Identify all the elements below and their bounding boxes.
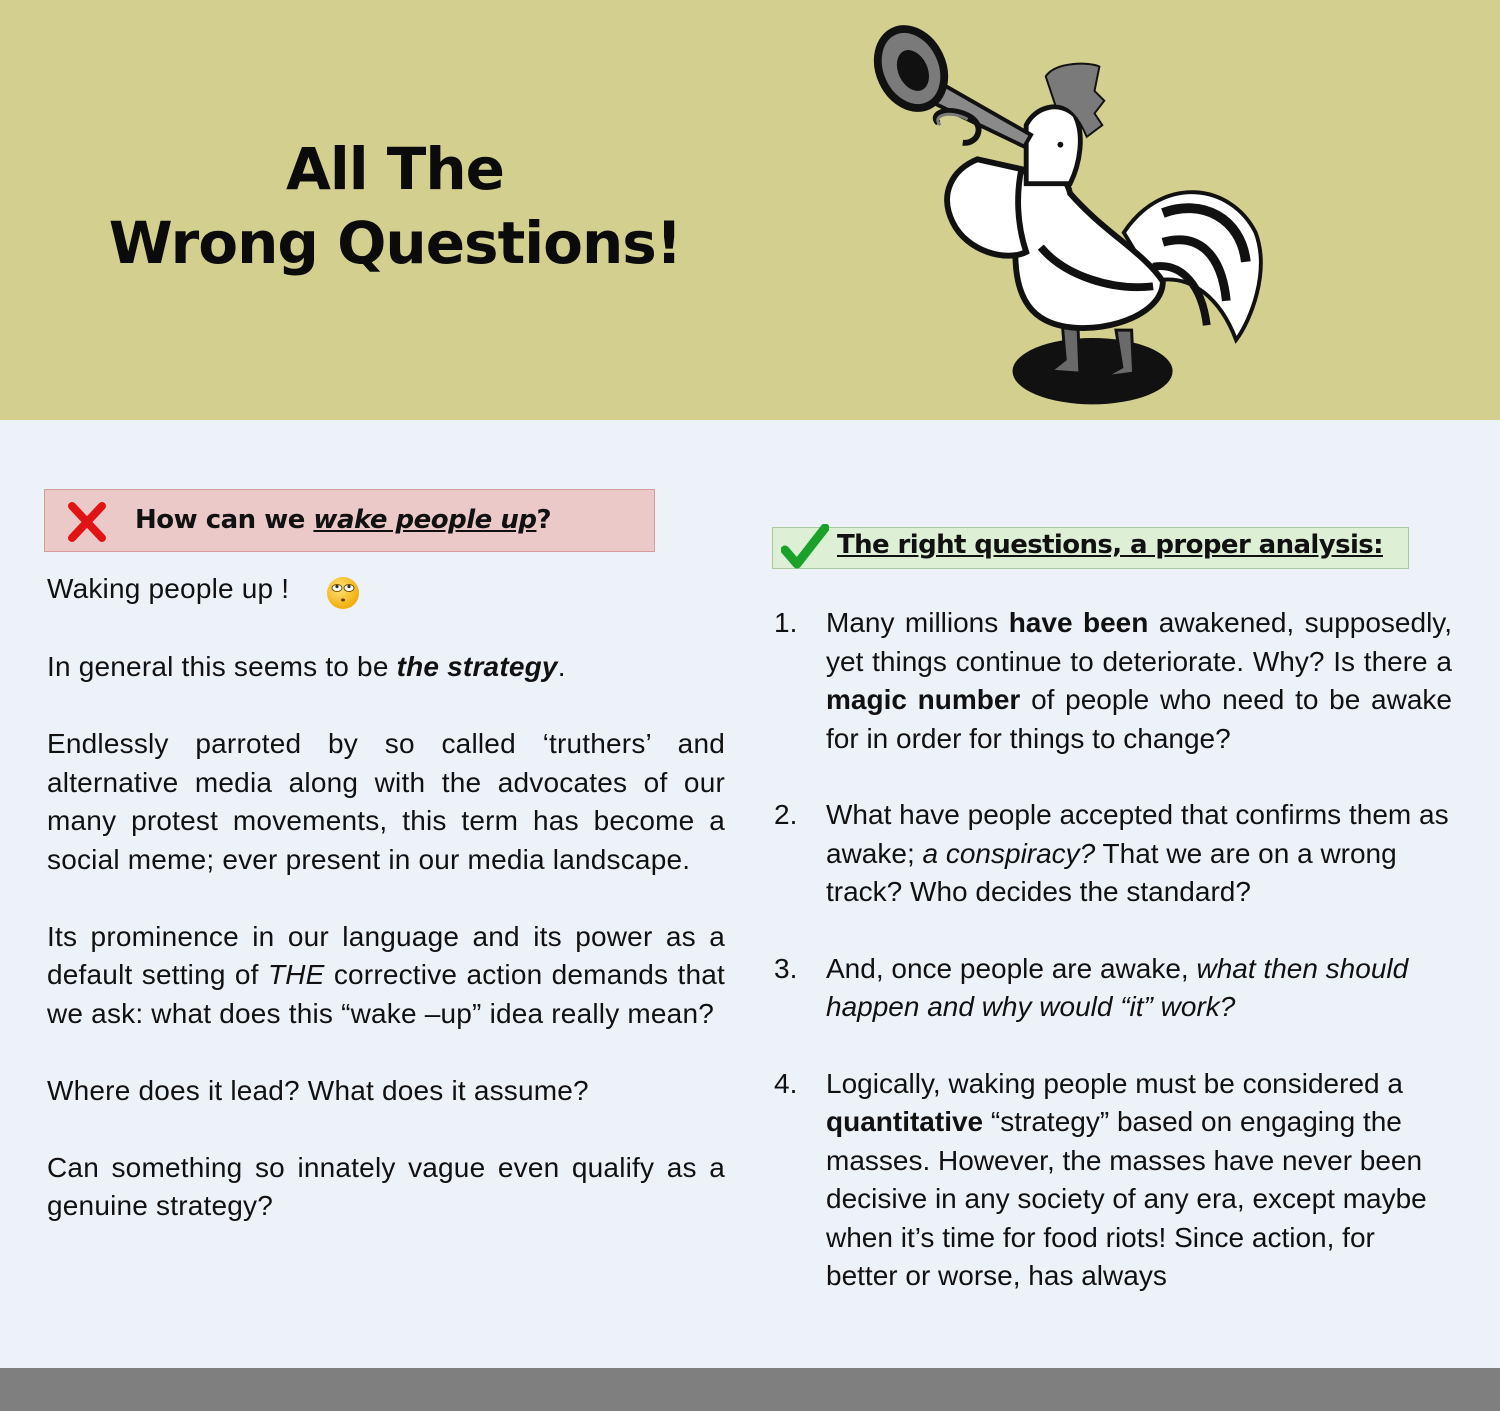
paragraph-prominence-pre: Its prominence in our language and its power as a default setting of xyxy=(47,920,725,990)
list-item-text xyxy=(826,950,1452,1027)
text-run: That we are on a wrong track? Who decides the standard? xyxy=(826,837,1397,907)
page-title xyxy=(100,132,690,280)
wrong-question-prefix: How can we xyxy=(135,505,314,535)
list-item xyxy=(774,604,1452,758)
paragraph-where-lead: Where does it lead? What does it assume? xyxy=(47,1074,589,1106)
left-column xyxy=(47,570,725,1264)
right-questions-callout xyxy=(772,527,1409,569)
paragraph-strategy-emphasis: the strategy xyxy=(396,651,558,682)
title-line-2: Wrong Questions! xyxy=(108,209,682,277)
paragraph-prominence-post: corrective action demands that we ask: what does this “wake –up” idea really mean? xyxy=(47,959,725,1029)
right-questions-list xyxy=(774,604,1452,1296)
list-item xyxy=(774,1065,1452,1296)
list-item xyxy=(774,950,1452,1027)
text-run: awakened, supposedly, yet things continue to deteriorate. Why? Is there a xyxy=(826,607,1452,677)
text-run: What have people accepted that confirms them as awake; xyxy=(826,799,1449,869)
text-run: of people who need to be awake for in order for things to change? xyxy=(826,684,1452,754)
paragraph-strategy xyxy=(47,648,725,687)
red-x-icon xyxy=(67,501,107,543)
wrong-question-text xyxy=(135,505,551,535)
list-item-number: 4. xyxy=(774,1067,798,1099)
list-item-text xyxy=(826,796,1452,912)
footer-bar xyxy=(0,1368,1500,1411)
text-run-italic: what then should happen and why would “it” work? xyxy=(826,952,1409,1022)
wrong-question-suffix: ? xyxy=(536,505,552,535)
paragraph-strategy-post: . xyxy=(557,651,566,682)
rooster-trumpet-icon xyxy=(870,8,1280,418)
list-item-text xyxy=(826,604,1452,758)
text-run: Many millions xyxy=(826,607,1009,638)
right-questions-heading: The right questions, a proper analysis: xyxy=(837,530,1383,560)
paragraph-parroted: Endlessly parroted by so called ‘truthers’ and alternative media along with the advocates of our many protest movements, this term has become a social meme; ever present in our media landscape. xyxy=(47,728,725,875)
eye-roll-face-icon xyxy=(325,574,361,610)
title-line-1: All The xyxy=(285,135,505,203)
paragraph-prominence xyxy=(47,918,725,1034)
list-item-number: 2. xyxy=(774,799,798,830)
wrong-question-callout xyxy=(44,489,655,552)
text-run-bold: have been xyxy=(1008,607,1149,638)
text-run: And, once people are awake, xyxy=(826,952,1197,984)
list-item-number: 1. xyxy=(774,607,798,638)
wrong-question-emphasis: wake people up xyxy=(313,505,537,535)
text-run-bold: magic number xyxy=(826,684,1021,715)
list-item xyxy=(774,796,1452,912)
text-run: “strategy” based on engaging the masses. However, the masses have never been decisive in any society of any era, except maybe when it’s time for food riots! Since action, for better or worse, has always xyxy=(826,1106,1427,1291)
paragraph-strategy-pre: In general this seems to be xyxy=(47,651,397,682)
text-run-italic: a conspiracy? xyxy=(922,837,1096,869)
paragraph-waking xyxy=(47,570,725,610)
paragraph-prominence-emphasis: THE xyxy=(267,959,325,990)
text-run-bold: quantitative xyxy=(826,1106,984,1137)
paragraph-waking-text: Waking people up ! xyxy=(47,573,290,604)
text-run: Logically, waking people must be considered a xyxy=(826,1067,1403,1099)
list-item-number: 3. xyxy=(774,952,798,984)
paragraph-vague: Can something so innately vague even qualify as a genuine strategy? xyxy=(47,1151,725,1221)
list-item-text xyxy=(826,1065,1452,1296)
green-check-icon xyxy=(781,524,829,570)
